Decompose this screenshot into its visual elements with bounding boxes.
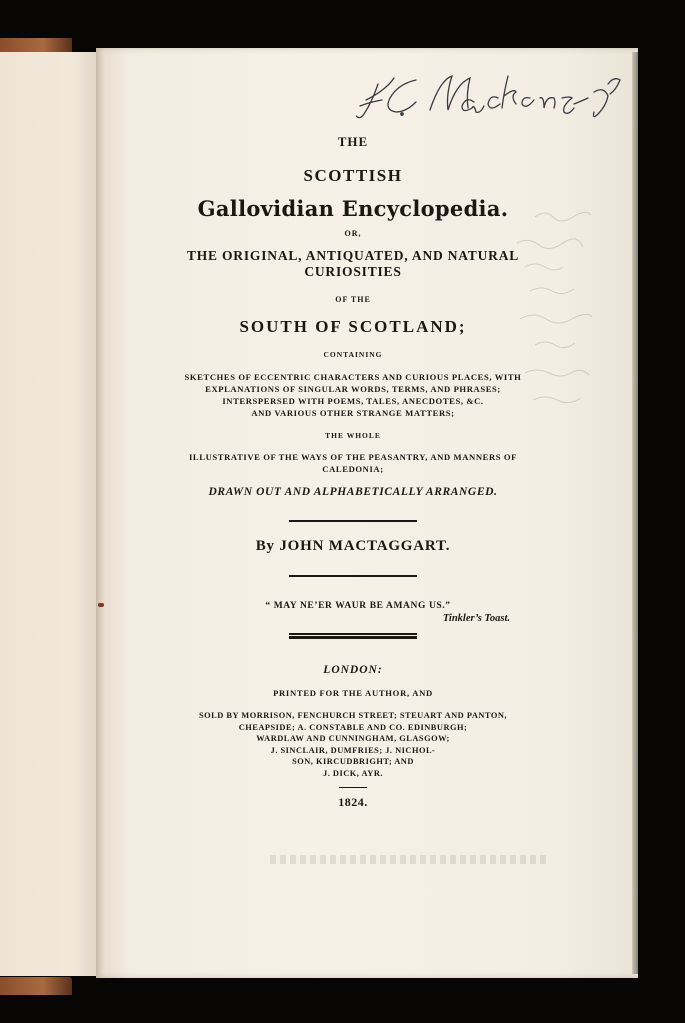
motto-source: Tinkler’s Toast. [442,613,510,624]
description-line: CALEDONIA; [322,464,384,474]
publication-year: 1824. [338,795,368,810]
subtitle-line: THE ORIGINAL, ANTIQUATED, AND NATURAL [186,248,520,263]
seller-line: J. SINCLAIR, DUMFRIES; J. NICHOL- [270,745,436,755]
title-south-of-scotland: SOUTH OF SCOTLAND; [239,317,467,336]
title-the: THE [337,134,369,149]
imprint-city: LONDON: [323,664,383,676]
arrangement-note: DRAWN OUT AND ALPHABETICALLY ARRANGED. [208,486,498,498]
ink-mark [98,603,104,607]
title-gallovidian-encyclopedia: Gallovidian Encyclopedia. [197,196,509,221]
seller-line: J. DICK, AYR. [323,768,383,778]
description-line: SKETCHES OF ECCENTRIC CHARACTERS AND CURIOUS PLACES, WITH [184,372,522,382]
description-line: EXPLANATIONS OF SINGULAR WORDS, TERMS, AND PHRASES; [205,384,501,394]
left-page [0,52,104,976]
divider-rule [289,575,417,577]
subtitle-original-curiosities [152,248,554,280]
title-or: OR, [344,229,362,238]
description-line: ILLUSTRATIVE OF THE WAYS OF THE PEASANTRY, AND MANNERS OF [188,452,518,462]
illustrative-description [152,451,554,475]
seller-line: SOLD BY MORRISON, FENCHURCH STREET; STEUART AND PANTON, [198,711,508,720]
short-rule [339,787,367,789]
description-line: INTERSPERSED WITH POEMS, TALES, ANECDOTES, &C. [222,396,484,406]
title-of-the: OF THE [335,295,371,304]
title-scottish: SCOTTISH [303,166,403,185]
label-containing: CONTAINING [323,350,383,359]
title-page-content [152,124,554,810]
label-the-whole: THE WHOLE [325,431,381,440]
author-line: By JOHN MACTAGGART. [255,538,451,554]
seller-line: WARDLAW AND CUNNINGHAM, GLASGOW; [256,734,450,744]
show-through-text [270,855,550,864]
imprint-sellers [152,710,554,780]
motto-quote: “ MAY NE’ER WAUR BE AMANG US.” [265,601,451,611]
book-cover-strip-bottom [0,977,72,995]
handwritten-signature [356,62,632,132]
imprint-printed-for: PRINTED FOR THE AUTHOR, AND [273,688,433,698]
seller-line: SON, KIRCUDBRIGHT; AND [292,757,414,767]
contents-description [152,371,554,419]
seller-line: CHEAPSIDE; A. CONSTABLE AND CO. EDINBURGH; [238,722,468,732]
divider-rule [289,520,417,522]
description-line: AND VARIOUS OTHER STRANGE MATTERS; [251,408,455,418]
page-edge [632,52,638,974]
double-divider-rule [289,633,417,639]
subtitle-line: CURIOSITIES [304,264,402,279]
